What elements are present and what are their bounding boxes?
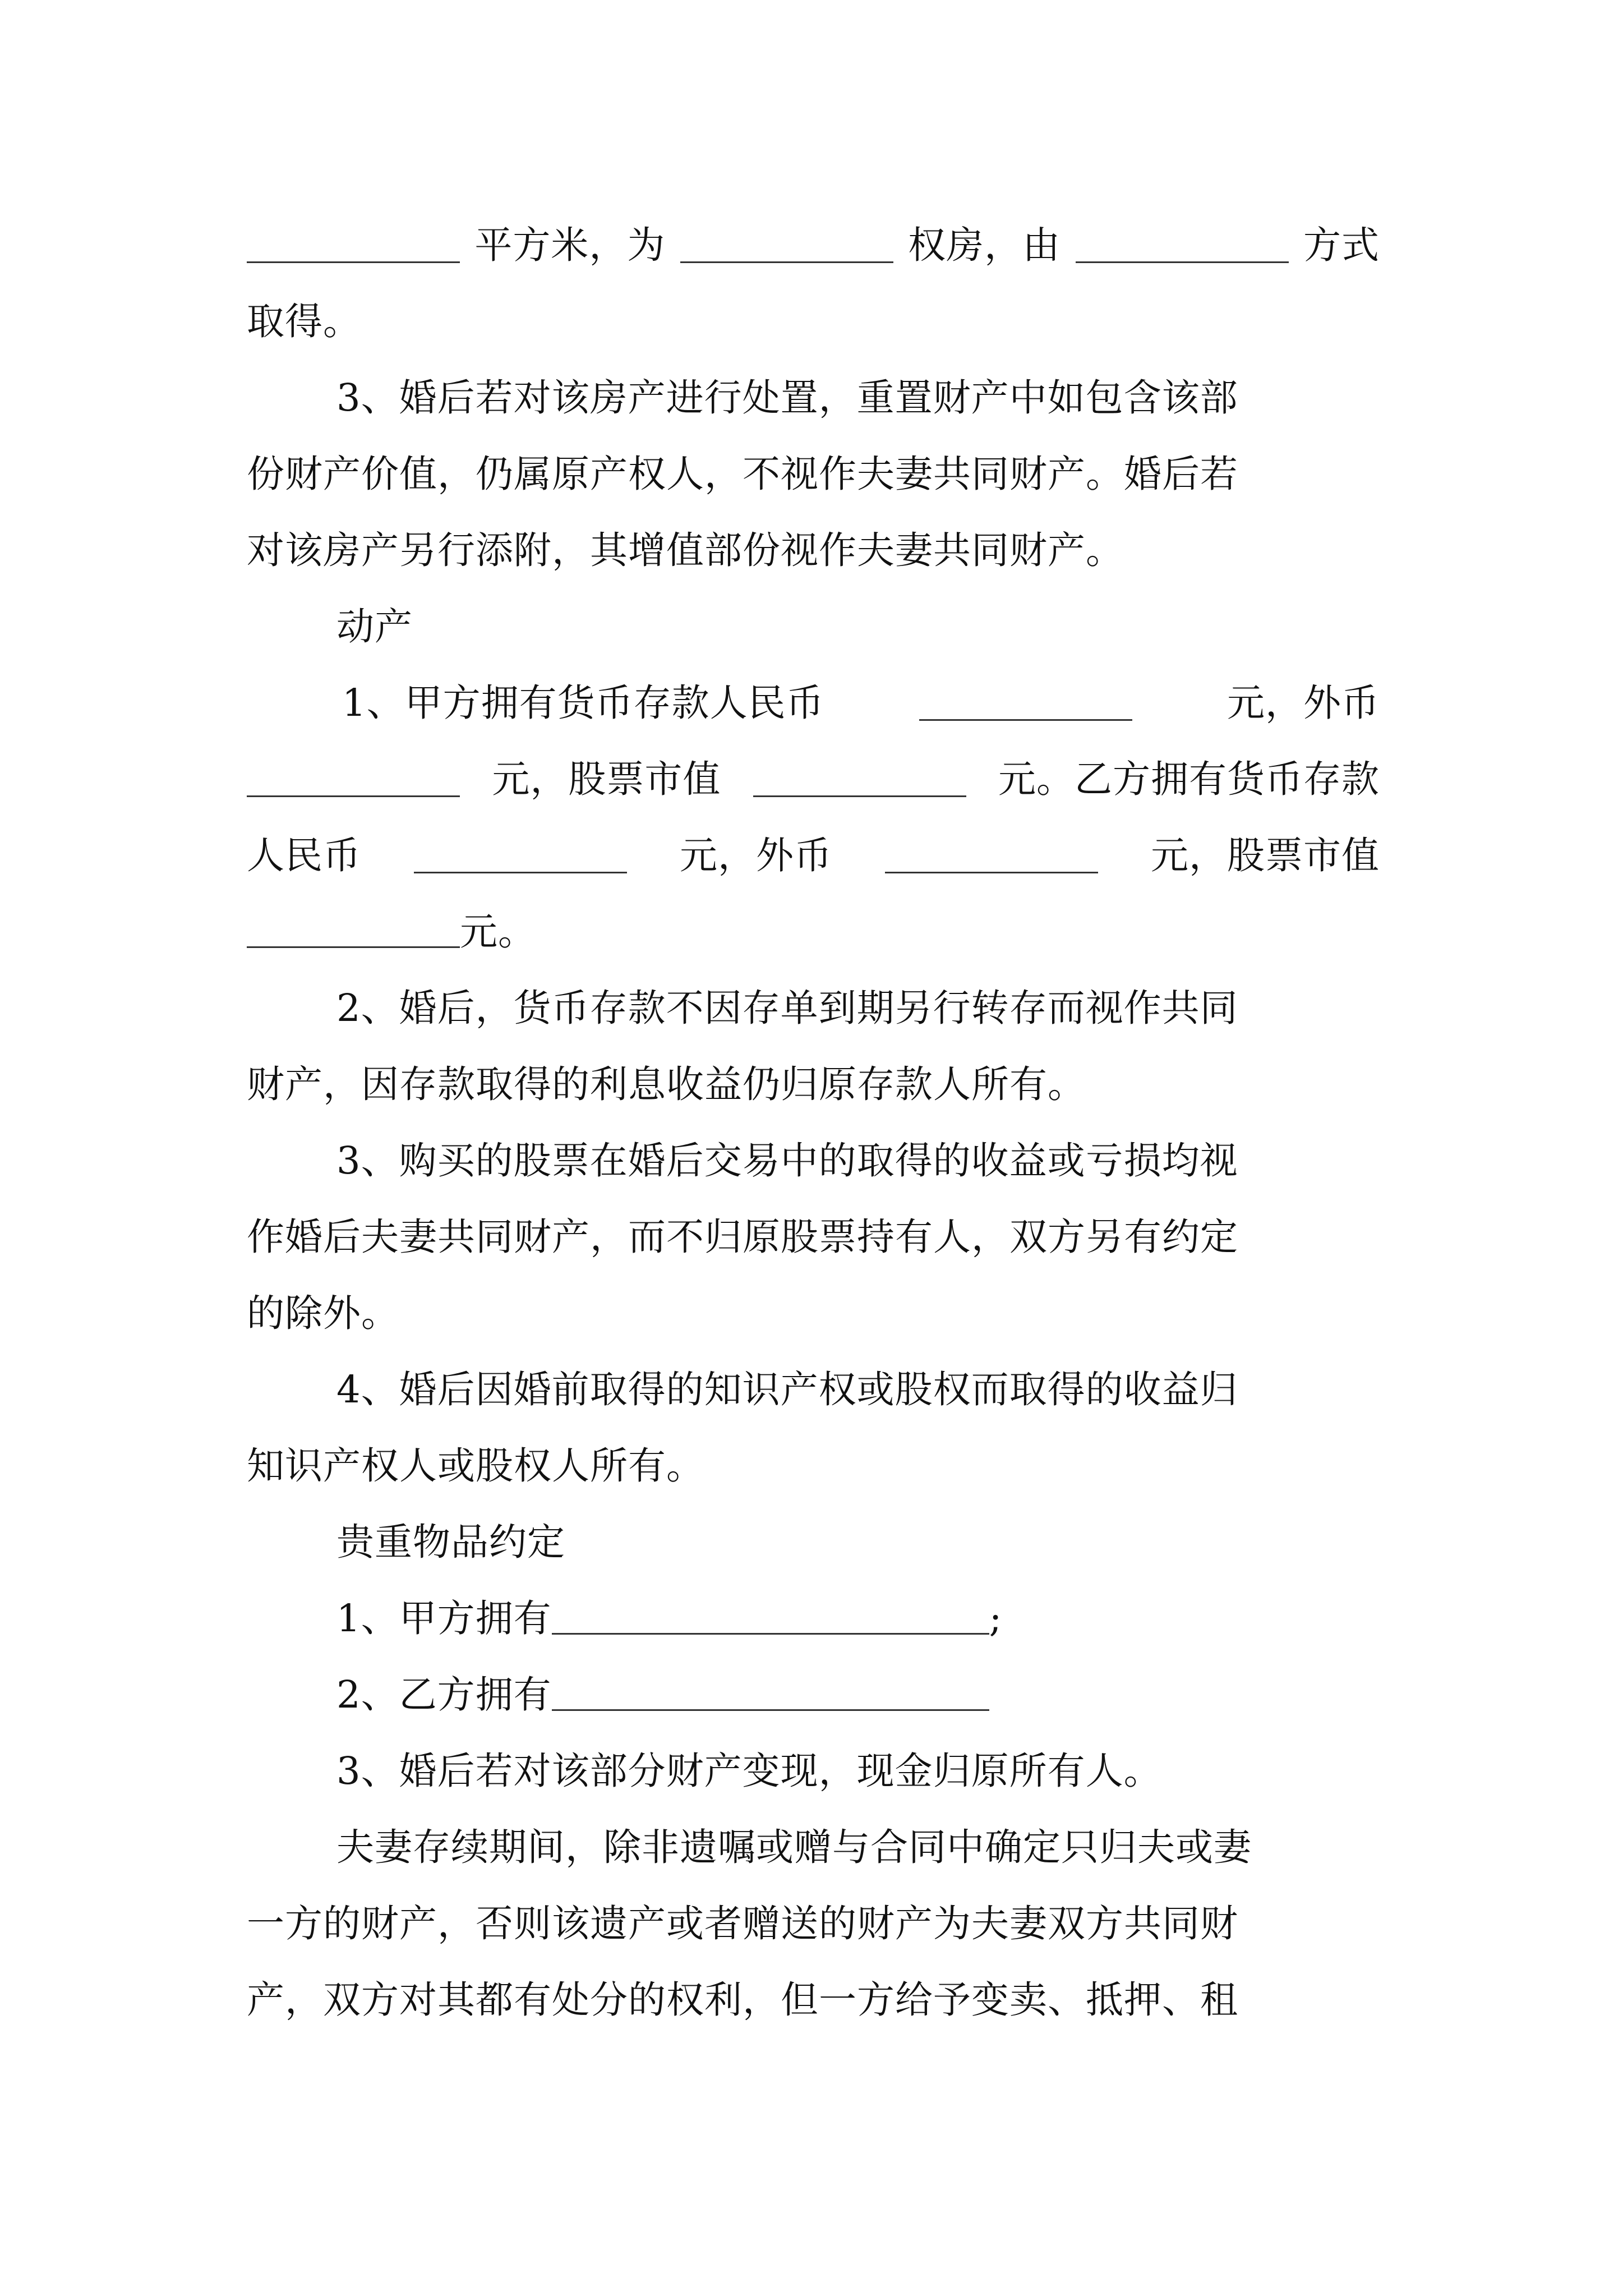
text-line <box>247 901 1380 963</box>
paragraph-first-line: 3、购买的股票在婚后交易中的取得的收益或亏损均视 <box>336 1139 1238 1182</box>
text-line: 作婚后夫妻共同财产，而不归原股票持有人，双方另有约定 <box>247 1215 1238 1259</box>
text-segment: 元，外币 <box>680 834 832 877</box>
fill-in-blank <box>753 762 966 797</box>
text-segment: 1、甲方拥有货币存款人民币 <box>342 681 824 725</box>
paragraph-first-line: 夫妻存续期间，除非遗嘱或赠与合同中确定只归夫或妻 <box>336 1825 1252 1869</box>
text-line: 份财产价值，仍属原产权人，不视作夫妻共同财产。婚后若 <box>247 452 1238 496</box>
text-line: 的除外。 <box>247 1291 399 1335</box>
text-line: 3、婚后若对该部分财产变现，现金归原所有人。 <box>336 1749 1162 1793</box>
paragraph-first-line: 2、婚后，货币存款不因存单到期另行转存而视作共同 <box>336 986 1238 1030</box>
text-line <box>247 214 1380 276</box>
section-heading: 动产 <box>336 605 413 648</box>
fill-in-blank <box>1076 228 1289 263</box>
text-line: 财产，因存款取得的利息收益仍归原存款人所有。 <box>247 1062 1086 1106</box>
text-line <box>336 1664 1469 1726</box>
paragraph-first-line <box>342 672 1380 734</box>
fill-in-blank <box>552 1599 989 1635</box>
text-line <box>247 748 1380 810</box>
text-segment: 1、甲方拥有 <box>336 1596 552 1640</box>
text-line: 知识产权人或股权人所有。 <box>247 1444 704 1488</box>
text-line: 对该房产另行添附，其增值部份视作夫妻共同财产。 <box>247 528 1124 572</box>
fill-in-blank <box>919 685 1132 721</box>
text-line: 产，双方对其都有处分的权利，但一方给予变卖、抵押、租 <box>247 1978 1238 2022</box>
fill-in-blank <box>552 1676 989 1711</box>
text-segment: 元，股票市值 <box>1151 834 1380 877</box>
text-line <box>336 1588 1469 1649</box>
text-segment: ; <box>989 1596 1003 1640</box>
text-segment: 人民币 <box>247 834 361 877</box>
text-line <box>247 825 1380 886</box>
fill-in-blank <box>247 913 460 948</box>
paragraph-first-line: 4、婚后因婚前取得的知识产权或股权而取得的收益归 <box>336 1368 1238 1411</box>
text-segment: 方式 <box>1303 223 1380 267</box>
text-line: 一方的财产，否则该遗产或者赠送的财产为夫妻双方共同财 <box>247 1902 1238 1945</box>
text-segment: 权房，由 <box>908 223 1061 267</box>
fill-in-blank <box>247 762 460 797</box>
text-segment: 元，股票市值 <box>492 757 721 801</box>
section-heading: 贵重物品约定 <box>336 1520 565 1564</box>
text-segment: 元。 <box>460 910 536 954</box>
text-segment: 2、乙方拥有 <box>336 1673 552 1717</box>
text-segment: 平方米，为 <box>474 223 666 267</box>
fill-in-blank <box>885 838 1098 873</box>
text-line: 取得。 <box>247 300 361 343</box>
text-segment: 元。乙方拥有货币存款 <box>998 757 1380 801</box>
text-segment: 元，外币 <box>1227 681 1380 725</box>
fill-in-blank <box>680 228 893 263</box>
paragraph-first-line: 3、婚后若对该房产进行处置，重置财产中如包含该部 <box>336 376 1238 420</box>
fill-in-blank <box>247 228 460 263</box>
fill-in-blank <box>414 838 627 873</box>
